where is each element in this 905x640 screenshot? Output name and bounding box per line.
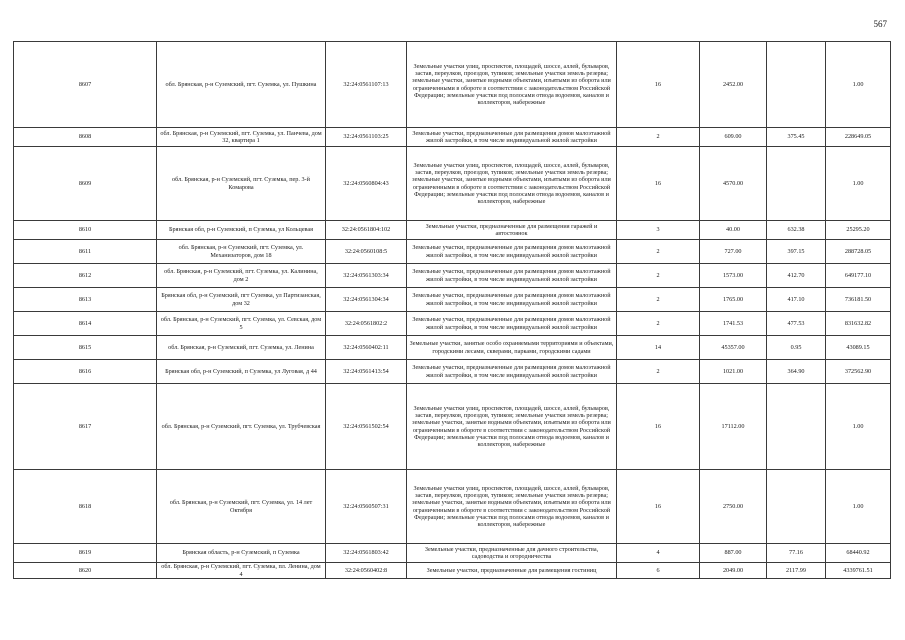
cell-cadastral-value: 288728.05	[826, 240, 891, 264]
cell-row-number: 8615	[14, 336, 157, 360]
cell-land-use-purpose: Земельные участки, предназначенные для дачного строительства, садоводства и огородничества	[407, 544, 617, 563]
cell-address: Брянская обл, р-н Суземский, п Суземка, ул Луговая, д 44	[157, 360, 326, 384]
cell-row-number: 8611	[14, 240, 157, 264]
table-row	[14, 544, 891, 563]
table-row	[14, 264, 891, 288]
table-row	[14, 312, 891, 336]
cell-row-number: 8616	[14, 360, 157, 384]
cell-row-number: 8612	[14, 264, 157, 288]
cell-address: обл. Брянская, р-н Суземский, пгт. Суземка, ул. Калинина, дом 2	[157, 264, 326, 288]
cell-rate	[767, 42, 826, 128]
cell-cadastral-number: 32:24:0561103:25	[326, 128, 407, 147]
cell-rate	[767, 470, 826, 544]
cell-cadastral-number: 32:24:0561803:42	[326, 544, 407, 563]
cell-cadastral-number: 32:24:0560804:43	[326, 147, 407, 221]
cell-area: 45357.00	[700, 336, 767, 360]
cell-area: 887.00	[700, 544, 767, 563]
cell-land-use-purpose: Земельные участки улиц, проспектов, площадей, шоссе, аллей, бульваров, застав, переулков, проездов, тупиков; земельные участки земель резерва; земельные участки, занятые водными объектами, изъятыми из оборота или ограниченными в обороте в соответствии с законодательством Российской Федерации; земельные участки под полосами отвода водоемов, каналов и коллекторов, набережные	[407, 147, 617, 221]
cell-cadastral-number: 32:24:0560402:8	[326, 563, 407, 579]
cell-group: 2	[617, 288, 700, 312]
cell-row-number: 8614	[14, 312, 157, 336]
cell-land-use-purpose: Земельные участки, предназначенные для размещения домов малоэтажной жилой застройки, в том числе индивидуальной жилой застройки	[407, 312, 617, 336]
cell-land-use-purpose: Земельные участки улиц, проспектов, площадей, шоссе, аллей, бульваров, застав, переулков, проездов, тупиков; земельные участки земель резерва; земельные участки, занятые водными объектами, изъятыми из оборота или ограниченными в обороте в соответствии с законодательством Российской Федерации; земельные участки под полосами отвода водоемов, каналов и коллекторов, набережные	[407, 470, 617, 544]
cell-address: обл. Брянская, р-н Суземский, пгт. Суземка, ул. Ленина	[157, 336, 326, 360]
cell-rate: 77.16	[767, 544, 826, 563]
cell-cadastral-value: 43089.15	[826, 336, 891, 360]
cell-address: обл. Брянская, р-н Суземский, пгт. Суземка, ул. 14 лет Октября	[157, 470, 326, 544]
table-row	[14, 221, 891, 240]
cell-cadastral-value: 649177.10	[826, 264, 891, 288]
cell-area: 1765.00	[700, 288, 767, 312]
table-row	[14, 288, 891, 312]
cell-cadastral-number: 32:24:0561804:102	[326, 221, 407, 240]
cell-group: 16	[617, 42, 700, 128]
cell-cadastral-value: 1.00	[826, 147, 891, 221]
cell-group: 2	[617, 360, 700, 384]
cell-land-use-purpose: Земельные участки улиц, проспектов, площадей, шоссе, аллей, бульваров, застав, переулков, проездов, тупиков; земельные участки земель резерва; земельные участки, занятые водными объектами, изъятыми из оборота или ограниченными в обороте в соответствии с законодательством Российской Федерации; земельные участки под полосами отвода водоемов, каналов и коллекторов, набережные	[407, 42, 617, 128]
cell-land-use-purpose: Земельные участки, занятые особо охраняемыми территориями и объектами, городскими лесами, скверами, парками, городскими садами	[407, 336, 617, 360]
cell-group: 3	[617, 221, 700, 240]
cell-rate: 477.53	[767, 312, 826, 336]
cell-row-number: 8620	[14, 563, 157, 579]
table-row	[14, 336, 891, 360]
cell-group: 14	[617, 336, 700, 360]
cell-row-number: 8619	[14, 544, 157, 563]
cell-area: 1741.53	[700, 312, 767, 336]
cell-cadastral-value: 228649.05	[826, 128, 891, 147]
cell-area: 609.00	[700, 128, 767, 147]
cell-rate: 412.70	[767, 264, 826, 288]
cell-group: 16	[617, 147, 700, 221]
cell-area: 2049.00	[700, 563, 767, 579]
cell-cadastral-value: 68440.92	[826, 544, 891, 563]
cell-cadastral-value: 1.00	[826, 42, 891, 128]
cell-area: 1021.00	[700, 360, 767, 384]
cell-land-use-purpose: Земельные участки, предназначенные для размещения гаражей и автостоянок	[407, 221, 617, 240]
cell-row-number: 8609	[14, 147, 157, 221]
cell-address: Брянская область, р-н Суземский, п Суземка	[157, 544, 326, 563]
cell-cadastral-value: 25295.20	[826, 221, 891, 240]
cell-area: 40.00	[700, 221, 767, 240]
cell-rate	[767, 147, 826, 221]
cell-cadastral-number: 32:24:0560108:5	[326, 240, 407, 264]
table-body	[14, 42, 891, 579]
table-row	[14, 147, 891, 221]
cell-cadastral-value: 372562.90	[826, 360, 891, 384]
cell-address: Брянская обл, р-н Суземский, пгт Суземка, ул Партизанская, дом 32	[157, 288, 326, 312]
cell-cadastral-number: 32:24:0560507:31	[326, 470, 407, 544]
cell-cadastral-number: 32:24:0561802:2	[326, 312, 407, 336]
cell-address: обл. Брянская, р-н Суземский, пгт. Суземка, ул. Панчева, дом 32, квартира 1	[157, 128, 326, 147]
cell-cadastral-number: 32:24:0561107:13	[326, 42, 407, 128]
cell-row-number: 8613	[14, 288, 157, 312]
cell-land-use-purpose: Земельные участки, предназначенные для размещения домов малоэтажной жилой застройки, в том числе индивидуальной жилой застройки	[407, 360, 617, 384]
cell-cadastral-number: 32:24:0561303:34	[326, 264, 407, 288]
cell-cadastral-number: 32:24:0561502:54	[326, 384, 407, 470]
cell-area: 17112.00	[700, 384, 767, 470]
cell-row-number: 8610	[14, 221, 157, 240]
cell-group: 4	[617, 544, 700, 563]
cell-area: 1573.00	[700, 264, 767, 288]
cell-cadastral-number: 32:24:0560402:11	[326, 336, 407, 360]
cell-address: обл. Брянская, р-н Суземский, пгт. Суземка, пл. Ленина, дом 4	[157, 563, 326, 579]
cell-group: 2	[617, 240, 700, 264]
table-row	[14, 240, 891, 264]
cell-rate: 632.38	[767, 221, 826, 240]
cell-address: обл. Брянская, р-н Суземский, пгт. Суземка, ул. Пушкина	[157, 42, 326, 128]
cell-group: 16	[617, 470, 700, 544]
cell-cadastral-value: 831632.82	[826, 312, 891, 336]
cell-cadastral-value: 736181.50	[826, 288, 891, 312]
cell-rate	[767, 384, 826, 470]
cell-rate: 417.10	[767, 288, 826, 312]
cell-row-number: 8617	[14, 384, 157, 470]
table-row	[14, 563, 891, 579]
cell-rate: 2117.99	[767, 563, 826, 579]
cell-cadastral-value: 1.00	[826, 384, 891, 470]
land-registry-table	[13, 41, 891, 579]
cell-group: 2	[617, 128, 700, 147]
cell-cadastral-value: 4339761.51	[826, 563, 891, 579]
cell-land-use-purpose: Земельные участки, предназначенные для размещения гостиниц	[407, 563, 617, 579]
cell-area: 4570.00	[700, 147, 767, 221]
cell-rate: 0.95	[767, 336, 826, 360]
cell-land-use-purpose: Земельные участки, предназначенные для размещения домов малоэтажной жилой застройки, в том числе индивидуальной жилой застройки	[407, 288, 617, 312]
cell-cadastral-number: 32:24:0561413:54	[326, 360, 407, 384]
cell-group: 6	[617, 563, 700, 579]
cell-address: обл. Брянская, р-н Суземский, пгт. Суземка, пер. 3-й Комарова	[157, 147, 326, 221]
table-row	[14, 360, 891, 384]
table-row	[14, 42, 891, 128]
cell-row-number: 8608	[14, 128, 157, 147]
cell-cadastral-value: 1.00	[826, 470, 891, 544]
cell-address: обл. Брянская, р-н Суземский, пгт. Суземка, ул. Механизаторов, дом 18	[157, 240, 326, 264]
cell-group: 2	[617, 264, 700, 288]
cell-area: 727.00	[700, 240, 767, 264]
cell-group: 2	[617, 312, 700, 336]
cell-address: Брянская обл, р-н Суземский, п Суземка, ул Кольцевая	[157, 221, 326, 240]
cell-address: обл. Брянская, р-н Суземский, пгт. Суземка, ул. Трубчевская	[157, 384, 326, 470]
cell-address: обл. Брянская, р-н Суземский, пгт. Суземка, ул. Севская, дом 5	[157, 312, 326, 336]
cell-row-number: 8607	[14, 42, 157, 128]
cell-row-number: 8618	[14, 470, 157, 544]
page-number: 567	[873, 19, 887, 29]
cell-land-use-purpose: Земельные участки, предназначенные для размещения домов малоэтажной жилой застройки, в том числе индивидуальной жилой застройки	[407, 264, 617, 288]
cell-land-use-purpose: Земельные участки, предназначенные для размещения домов малоэтажной жилой застройки, в том числе индивидуальной жилой застройки	[407, 240, 617, 264]
cell-cadastral-number: 32:24:0561304:34	[326, 288, 407, 312]
table-row	[14, 128, 891, 147]
table-row	[14, 384, 891, 470]
cell-rate: 375.45	[767, 128, 826, 147]
cell-area: 2452.00	[700, 42, 767, 128]
cell-rate: 397.15	[767, 240, 826, 264]
cell-area: 2750.00	[700, 470, 767, 544]
cell-land-use-purpose: Земельные участки, предназначенные для размещения домов малоэтажной жилой застройки, в том числе индивидуальной жилой застройки	[407, 128, 617, 147]
cell-rate: 364.90	[767, 360, 826, 384]
cell-land-use-purpose: Земельные участки улиц, проспектов, площадей, шоссе, аллей, бульваров, застав, переулков, проездов, тупиков; земельные участки земель резерва; земельные участки, занятые водными объектами, изъятыми из оборота или ограниченными в обороте в соответствии с законодательством Российской Федерации; земельные участки под полосами отвода водоемов, каналов и коллекторов, набережные	[407, 384, 617, 470]
table-row	[14, 470, 891, 544]
cell-group: 16	[617, 384, 700, 470]
